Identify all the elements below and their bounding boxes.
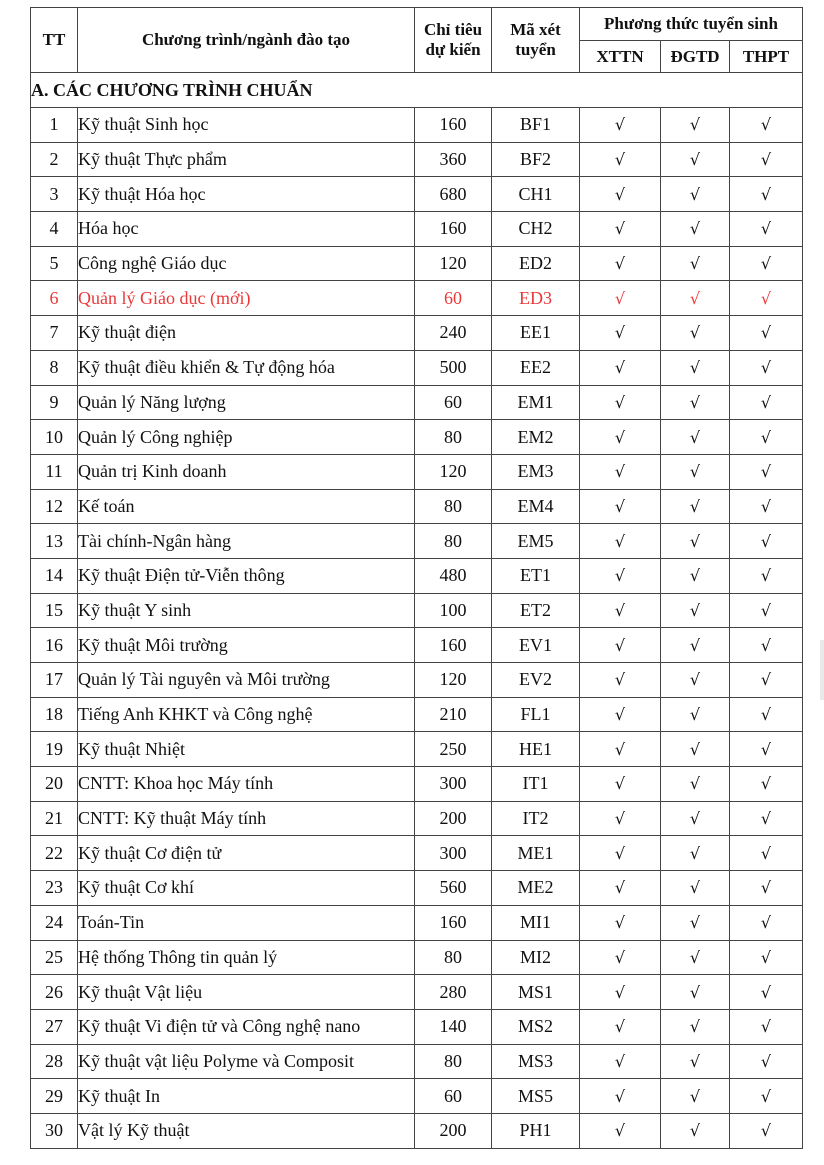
check-xttn: √ bbox=[580, 524, 661, 559]
check-thpt: √ bbox=[730, 350, 803, 385]
table-row bbox=[31, 316, 803, 351]
quota-value: 80 bbox=[415, 524, 492, 559]
check-xttn: √ bbox=[580, 697, 661, 732]
admission-code: BF1 bbox=[492, 108, 580, 143]
program-name: Kỹ thuật vật liệu Polyme và Composit bbox=[78, 1044, 415, 1079]
table-row bbox=[31, 732, 803, 767]
header-code-line2: tuyển bbox=[515, 40, 556, 59]
admissions-table bbox=[30, 7, 803, 1149]
check-thpt: √ bbox=[730, 836, 803, 871]
check-dgtd: √ bbox=[661, 593, 730, 628]
check-dgtd: √ bbox=[661, 558, 730, 593]
table-row bbox=[31, 1044, 803, 1079]
admission-code: BF2 bbox=[492, 142, 580, 177]
header-program: Chương trình/ngành đào tạo bbox=[78, 8, 415, 73]
check-xttn: √ bbox=[580, 628, 661, 663]
admission-code: EE1 bbox=[492, 316, 580, 351]
header-tt: TT bbox=[31, 8, 78, 73]
check-dgtd: √ bbox=[661, 697, 730, 732]
header-method-xttn: XTTN bbox=[580, 41, 661, 73]
row-number: 18 bbox=[31, 697, 78, 732]
table-row bbox=[31, 593, 803, 628]
program-name: Quản lý Năng lượng bbox=[78, 385, 415, 420]
admission-code: ET1 bbox=[492, 558, 580, 593]
quota-value: 680 bbox=[415, 177, 492, 212]
quota-value: 300 bbox=[415, 836, 492, 871]
check-dgtd: √ bbox=[661, 1044, 730, 1079]
check-dgtd: √ bbox=[661, 801, 730, 836]
check-thpt: √ bbox=[730, 697, 803, 732]
check-dgtd: √ bbox=[661, 836, 730, 871]
row-number: 9 bbox=[31, 385, 78, 420]
table-row bbox=[31, 108, 803, 143]
quota-value: 200 bbox=[415, 801, 492, 836]
program-name: Kỹ thuật Vật liệu bbox=[78, 975, 415, 1010]
header-code-line1: Mã xét bbox=[510, 20, 561, 39]
row-number: 16 bbox=[31, 628, 78, 663]
section-heading-a: A. CÁC CHƯƠNG TRÌNH CHUẨN bbox=[31, 73, 803, 108]
program-name: CNTT: Kỹ thuật Máy tính bbox=[78, 801, 415, 836]
check-dgtd: √ bbox=[661, 350, 730, 385]
table-row bbox=[31, 212, 803, 247]
row-number: 27 bbox=[31, 1009, 78, 1044]
check-xttn: √ bbox=[580, 732, 661, 767]
check-thpt: √ bbox=[730, 558, 803, 593]
program-name: Hóa học bbox=[78, 212, 415, 247]
quota-value: 210 bbox=[415, 697, 492, 732]
check-dgtd: √ bbox=[661, 871, 730, 906]
row-number: 24 bbox=[31, 905, 78, 940]
check-xttn: √ bbox=[580, 177, 661, 212]
check-thpt: √ bbox=[730, 975, 803, 1010]
admission-code: ME1 bbox=[492, 836, 580, 871]
row-number: 17 bbox=[31, 663, 78, 698]
program-name: Kỹ thuật Nhiệt bbox=[78, 732, 415, 767]
check-xttn: √ bbox=[580, 316, 661, 351]
header-method-thpt: THPT bbox=[730, 41, 803, 73]
quota-value: 60 bbox=[415, 281, 492, 316]
check-dgtd: √ bbox=[661, 524, 730, 559]
program-name: Quản lý Tài nguyên và Môi trường bbox=[78, 663, 415, 698]
table-row bbox=[31, 454, 803, 489]
check-xttn: √ bbox=[580, 767, 661, 802]
program-name: Kế toán bbox=[78, 489, 415, 524]
quota-value: 160 bbox=[415, 212, 492, 247]
row-number: 2 bbox=[31, 142, 78, 177]
admission-code: EM5 bbox=[492, 524, 580, 559]
row-number: 7 bbox=[31, 316, 78, 351]
check-dgtd: √ bbox=[661, 732, 730, 767]
check-dgtd: √ bbox=[661, 316, 730, 351]
check-xttn: √ bbox=[580, 905, 661, 940]
admission-code: EV2 bbox=[492, 663, 580, 698]
quota-value: 160 bbox=[415, 905, 492, 940]
check-dgtd: √ bbox=[661, 1079, 730, 1114]
program-name: Kỹ thuật điện bbox=[78, 316, 415, 351]
check-xttn: √ bbox=[580, 142, 661, 177]
table-row bbox=[31, 628, 803, 663]
check-xttn: √ bbox=[580, 108, 661, 143]
check-xttn: √ bbox=[580, 281, 661, 316]
check-dgtd: √ bbox=[661, 177, 730, 212]
row-number: 25 bbox=[31, 940, 78, 975]
check-thpt: √ bbox=[730, 246, 803, 281]
check-dgtd: √ bbox=[661, 628, 730, 663]
quota-value: 200 bbox=[415, 1113, 492, 1148]
program-name: Kỹ thuật Vi điện tử và Công nghệ nano bbox=[78, 1009, 415, 1044]
quota-value: 120 bbox=[415, 454, 492, 489]
header-quota-line1: Chỉ tiêu bbox=[423, 20, 483, 39]
check-xttn: √ bbox=[580, 1113, 661, 1148]
quota-value: 60 bbox=[415, 385, 492, 420]
table-row bbox=[31, 1079, 803, 1114]
admission-code: FL1 bbox=[492, 697, 580, 732]
scroll-edge bbox=[820, 640, 824, 700]
check-thpt: √ bbox=[730, 940, 803, 975]
check-thpt: √ bbox=[730, 767, 803, 802]
check-xttn: √ bbox=[580, 801, 661, 836]
quota-value: 500 bbox=[415, 350, 492, 385]
check-thpt: √ bbox=[730, 177, 803, 212]
check-thpt: √ bbox=[730, 489, 803, 524]
row-number: 15 bbox=[31, 593, 78, 628]
program-name: Toán-Tin bbox=[78, 905, 415, 940]
admission-code: MI2 bbox=[492, 940, 580, 975]
table-row bbox=[31, 1009, 803, 1044]
check-thpt: √ bbox=[730, 1113, 803, 1148]
check-xttn: √ bbox=[580, 975, 661, 1010]
check-dgtd: √ bbox=[661, 663, 730, 698]
check-dgtd: √ bbox=[661, 281, 730, 316]
row-number: 13 bbox=[31, 524, 78, 559]
check-dgtd: √ bbox=[661, 212, 730, 247]
check-xttn: √ bbox=[580, 385, 661, 420]
check-dgtd: √ bbox=[661, 767, 730, 802]
header-method-dgtd: ĐGTD bbox=[661, 41, 730, 73]
table-row bbox=[31, 558, 803, 593]
check-xttn: √ bbox=[580, 212, 661, 247]
quota-value: 100 bbox=[415, 593, 492, 628]
check-thpt: √ bbox=[730, 385, 803, 420]
check-thpt: √ bbox=[730, 732, 803, 767]
quota-value: 80 bbox=[415, 420, 492, 455]
quota-value: 240 bbox=[415, 316, 492, 351]
row-number: 8 bbox=[31, 350, 78, 385]
row-number: 1 bbox=[31, 108, 78, 143]
check-dgtd: √ bbox=[661, 940, 730, 975]
check-xttn: √ bbox=[580, 1079, 661, 1114]
check-thpt: √ bbox=[730, 801, 803, 836]
check-xttn: √ bbox=[580, 350, 661, 385]
row-number: 30 bbox=[31, 1113, 78, 1148]
row-number: 19 bbox=[31, 732, 78, 767]
admission-code: EM4 bbox=[492, 489, 580, 524]
quota-value: 60 bbox=[415, 1079, 492, 1114]
table-row bbox=[31, 350, 803, 385]
quota-value: 250 bbox=[415, 732, 492, 767]
admission-code: EV1 bbox=[492, 628, 580, 663]
check-thpt: √ bbox=[730, 316, 803, 351]
admission-code: PH1 bbox=[492, 1113, 580, 1148]
program-name: Kỹ thuật In bbox=[78, 1079, 415, 1114]
check-dgtd: √ bbox=[661, 385, 730, 420]
quota-value: 80 bbox=[415, 940, 492, 975]
header-quota bbox=[415, 8, 492, 73]
table-row bbox=[31, 801, 803, 836]
program-name: Quản trị Kinh doanh bbox=[78, 454, 415, 489]
check-xttn: √ bbox=[580, 558, 661, 593]
check-xttn: √ bbox=[580, 1009, 661, 1044]
quota-value: 300 bbox=[415, 767, 492, 802]
program-name: Kỹ thuật Hóa học bbox=[78, 177, 415, 212]
check-dgtd: √ bbox=[661, 108, 730, 143]
row-number: 6 bbox=[31, 281, 78, 316]
admission-code: ME2 bbox=[492, 871, 580, 906]
check-thpt: √ bbox=[730, 108, 803, 143]
program-name: Kỹ thuật Điện tử-Viễn thông bbox=[78, 558, 415, 593]
program-name: Kỹ thuật Y sinh bbox=[78, 593, 415, 628]
quota-value: 120 bbox=[415, 246, 492, 281]
table-row bbox=[31, 940, 803, 975]
check-dgtd: √ bbox=[661, 489, 730, 524]
check-thpt: √ bbox=[730, 454, 803, 489]
check-xttn: √ bbox=[580, 593, 661, 628]
check-xttn: √ bbox=[580, 420, 661, 455]
admission-code: EM2 bbox=[492, 420, 580, 455]
check-thpt: √ bbox=[730, 593, 803, 628]
quota-value: 480 bbox=[415, 558, 492, 593]
check-thpt: √ bbox=[730, 1079, 803, 1114]
check-xttn: √ bbox=[580, 489, 661, 524]
table-row bbox=[31, 767, 803, 802]
program-name: Quản lý Công nghiệp bbox=[78, 420, 415, 455]
row-number: 23 bbox=[31, 871, 78, 906]
check-thpt: √ bbox=[730, 142, 803, 177]
header-code bbox=[492, 8, 580, 73]
table-row bbox=[31, 663, 803, 698]
program-name: Công nghệ Giáo dục bbox=[78, 246, 415, 281]
check-xttn: √ bbox=[580, 940, 661, 975]
admission-code: EM1 bbox=[492, 385, 580, 420]
quota-value: 280 bbox=[415, 975, 492, 1010]
row-number: 29 bbox=[31, 1079, 78, 1114]
program-name: Kỹ thuật điều khiển & Tự động hóa bbox=[78, 350, 415, 385]
table-row bbox=[31, 142, 803, 177]
table-row bbox=[31, 246, 803, 281]
check-dgtd: √ bbox=[661, 975, 730, 1010]
table-row bbox=[31, 836, 803, 871]
header-quota-line2: dự kiến bbox=[425, 40, 481, 59]
check-thpt: √ bbox=[730, 524, 803, 559]
admission-code: IT1 bbox=[492, 767, 580, 802]
admission-code: CH2 bbox=[492, 212, 580, 247]
table-row bbox=[31, 281, 803, 316]
check-dgtd: √ bbox=[661, 142, 730, 177]
check-dgtd: √ bbox=[661, 1113, 730, 1148]
check-thpt: √ bbox=[730, 663, 803, 698]
row-number: 20 bbox=[31, 767, 78, 802]
table-row bbox=[31, 177, 803, 212]
admission-code: HE1 bbox=[492, 732, 580, 767]
check-dgtd: √ bbox=[661, 420, 730, 455]
program-name: Tài chính-Ngân hàng bbox=[78, 524, 415, 559]
program-name: Kỹ thuật Cơ điện tử bbox=[78, 836, 415, 871]
row-number: 5 bbox=[31, 246, 78, 281]
check-thpt: √ bbox=[730, 281, 803, 316]
program-name: Kỹ thuật Thực phẩm bbox=[78, 142, 415, 177]
check-thpt: √ bbox=[730, 905, 803, 940]
table-row bbox=[31, 1113, 803, 1148]
row-number: 12 bbox=[31, 489, 78, 524]
quota-value: 80 bbox=[415, 489, 492, 524]
table-row bbox=[31, 905, 803, 940]
check-dgtd: √ bbox=[661, 1009, 730, 1044]
row-number: 10 bbox=[31, 420, 78, 455]
quota-value: 360 bbox=[415, 142, 492, 177]
program-name: Kỹ thuật Môi trường bbox=[78, 628, 415, 663]
admission-code: EM3 bbox=[492, 454, 580, 489]
quota-value: 160 bbox=[415, 628, 492, 663]
row-number: 14 bbox=[31, 558, 78, 593]
table-row bbox=[31, 524, 803, 559]
admission-code: CH1 bbox=[492, 177, 580, 212]
check-thpt: √ bbox=[730, 420, 803, 455]
admission-code: MS3 bbox=[492, 1044, 580, 1079]
quota-value: 120 bbox=[415, 663, 492, 698]
table-row bbox=[31, 975, 803, 1010]
table-row bbox=[31, 871, 803, 906]
quota-value: 80 bbox=[415, 1044, 492, 1079]
admission-code: IT2 bbox=[492, 801, 580, 836]
program-name: Kỹ thuật Sinh học bbox=[78, 108, 415, 143]
check-thpt: √ bbox=[730, 871, 803, 906]
table-body bbox=[31, 73, 803, 1149]
table-row bbox=[31, 489, 803, 524]
check-xttn: √ bbox=[580, 663, 661, 698]
program-name: Kỹ thuật Cơ khí bbox=[78, 871, 415, 906]
program-name: Hệ thống Thông tin quản lý bbox=[78, 940, 415, 975]
row-number: 11 bbox=[31, 454, 78, 489]
check-thpt: √ bbox=[730, 1044, 803, 1079]
check-dgtd: √ bbox=[661, 454, 730, 489]
check-thpt: √ bbox=[730, 1009, 803, 1044]
row-number: 26 bbox=[31, 975, 78, 1010]
quota-value: 140 bbox=[415, 1009, 492, 1044]
check-xttn: √ bbox=[580, 836, 661, 871]
row-number: 3 bbox=[31, 177, 78, 212]
check-thpt: √ bbox=[730, 628, 803, 663]
quota-value: 160 bbox=[415, 108, 492, 143]
check-xttn: √ bbox=[580, 454, 661, 489]
check-xttn: √ bbox=[580, 1044, 661, 1079]
header-methods: Phương thức tuyển sinh bbox=[580, 8, 803, 41]
row-number: 22 bbox=[31, 836, 78, 871]
check-dgtd: √ bbox=[661, 246, 730, 281]
check-xttn: √ bbox=[580, 246, 661, 281]
program-name: CNTT: Khoa học Máy tính bbox=[78, 767, 415, 802]
admission-code: ED2 bbox=[492, 246, 580, 281]
admission-code: MS2 bbox=[492, 1009, 580, 1044]
program-name: Vật lý Kỹ thuật bbox=[78, 1113, 415, 1148]
row-number: 28 bbox=[31, 1044, 78, 1079]
table-row bbox=[31, 420, 803, 455]
program-name: Tiếng Anh KHKT và Công nghệ bbox=[78, 697, 415, 732]
check-xttn: √ bbox=[580, 871, 661, 906]
table-row bbox=[31, 697, 803, 732]
admission-code: MI1 bbox=[492, 905, 580, 940]
table-row bbox=[31, 385, 803, 420]
admission-code: MS1 bbox=[492, 975, 580, 1010]
admission-code: MS5 bbox=[492, 1079, 580, 1114]
check-thpt: √ bbox=[730, 212, 803, 247]
row-number: 4 bbox=[31, 212, 78, 247]
program-name: Quản lý Giáo dục (mới) bbox=[78, 281, 415, 316]
admission-code: EE2 bbox=[492, 350, 580, 385]
admission-code: ET2 bbox=[492, 593, 580, 628]
quota-value: 560 bbox=[415, 871, 492, 906]
row-number: 21 bbox=[31, 801, 78, 836]
check-dgtd: √ bbox=[661, 905, 730, 940]
admission-code: ED3 bbox=[492, 281, 580, 316]
